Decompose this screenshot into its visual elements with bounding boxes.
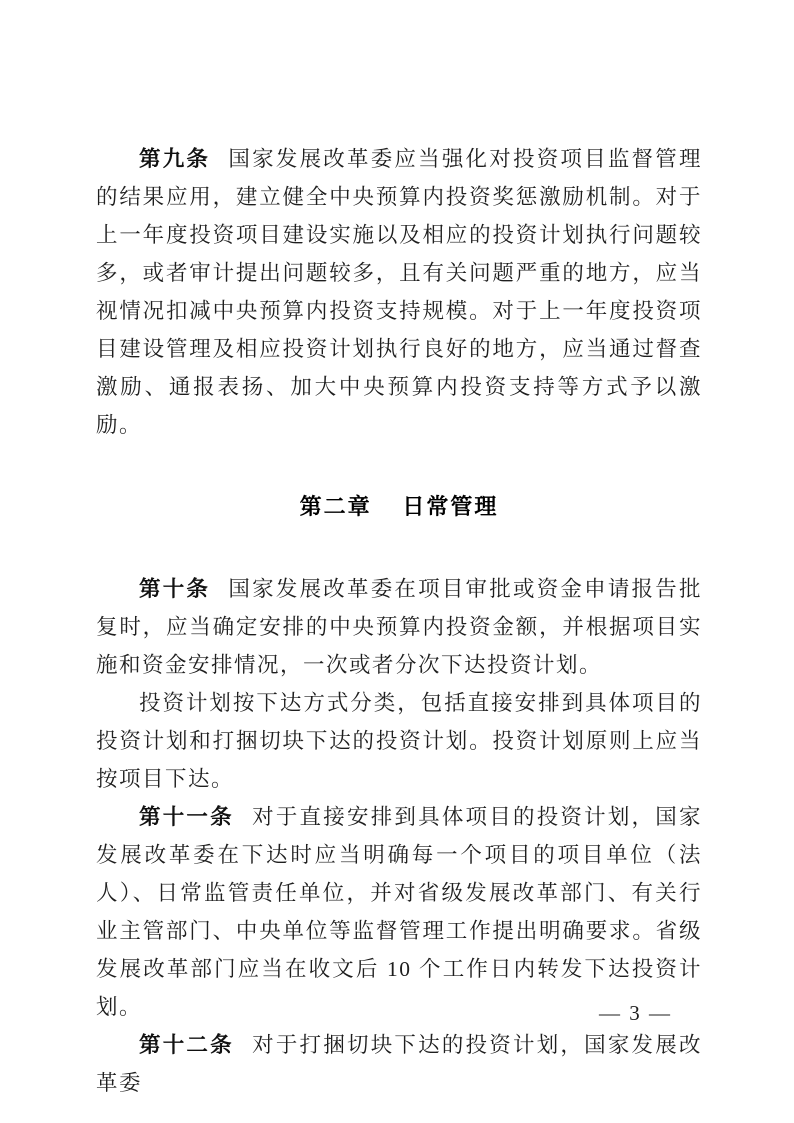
paragraph-article-10-continuation: [96, 684, 702, 798]
paragraph-article-12: [96, 1026, 702, 1102]
article-9-text: 国家发展改革委应当强化对投资项目监督管理的结果应用，建立健全中央预算内投资奖惩激励机制。对于上一年度投资项目建设实施以及相应的投资计划执行问题较多，或者审计提出问题较多，且有关问题严重的地方，应当视情况扣减中央预算内投资支持规模。对于上一年度投资项目建设管理及相应投资计划执行良好的地方，应当通过督查激励、通报表扬、加大中央预算内投资支持等方式予以激励。: [96, 147, 702, 437]
article-9-number: 第九条: [139, 147, 211, 171]
article-12-number: 第十二条: [139, 1033, 234, 1057]
page-number: — 3 —: [599, 1001, 672, 1025]
article-10-number: 第十条: [139, 577, 211, 601]
paragraph-article-9: [96, 140, 702, 444]
paragraph-article-10: [96, 570, 702, 684]
article-10-continuation-text: 投资计划按下达方式分类，包括直接安排到具体项目的投资计划和打捆切块下达的投资计划。投资计划原则上应当按项目下达。: [96, 691, 702, 791]
article-12-text: 对于打捆切块下达的投资计划，国家发展改革委: [96, 1033, 702, 1095]
article-11-number: 第十一条: [139, 805, 234, 829]
chapter-heading: [96, 488, 702, 526]
article-11-text: 对于直接安排到具体项目的投资计划，国家发展改革委在下达时应当明确每一个项目的项目单位（法人）、日常监管责任单位，并对省级发展改革部门、有关行业主管部门、中央单位等监督管理工作提出明确要求。省级发展改革部门应当在收文后 10 个工作日内转发下达投资计划。: [96, 805, 702, 1019]
article-10-text: 国家发展改革委在项目审批或资金申请报告批复时，应当确定安排的中央预算内投资金额，并根据项目实施和资金安排情况，一次或者分次下达投资计划。: [96, 577, 702, 677]
document-body: [96, 140, 702, 1102]
paragraph-article-11: [96, 798, 702, 1026]
chapter-title: 日常管理: [402, 494, 499, 519]
chapter-number: 第二章: [299, 494, 372, 519]
